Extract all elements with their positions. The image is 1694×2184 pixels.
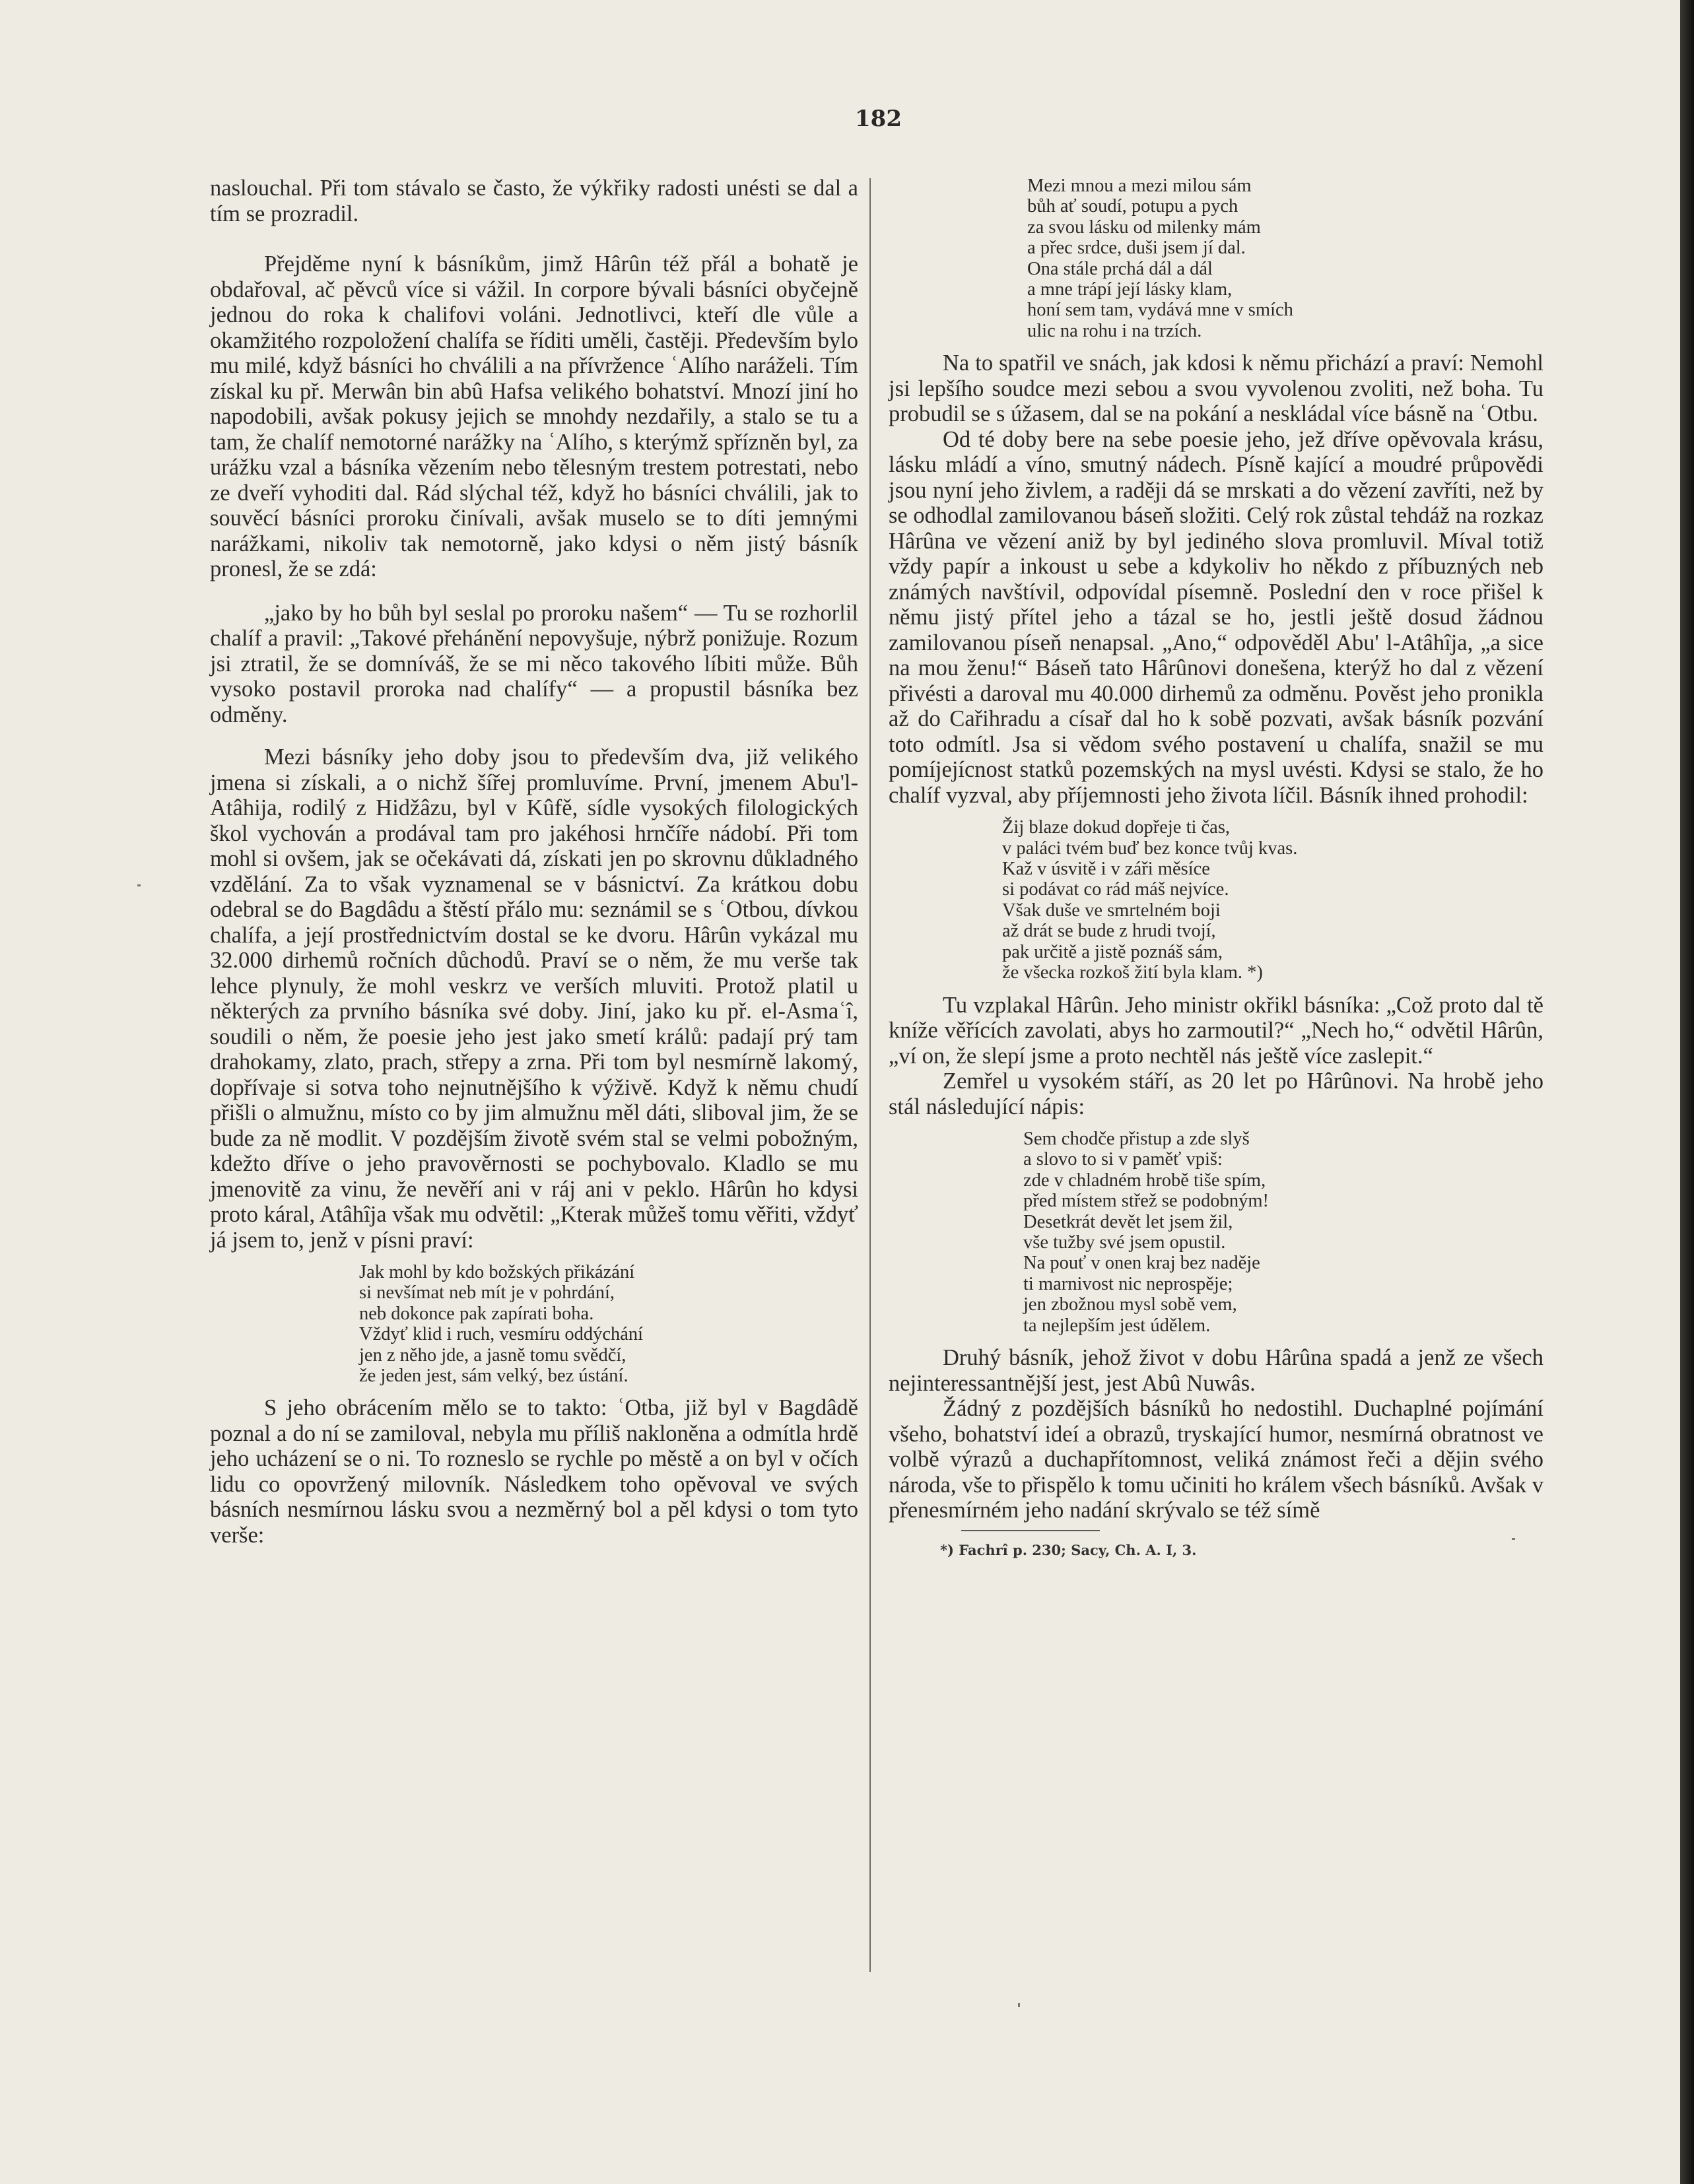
- verse-line: ta nejlepším jest údělem.: [1023, 1315, 1211, 1336]
- verse-line: a slovo to si v paměť vpiš:: [1023, 1149, 1223, 1170]
- verse-line: až drát se bude z hrudi tvojí,: [1002, 921, 1216, 942]
- verse-line: Vždyť klid i ruch, vesmíru oddýchání: [359, 1324, 644, 1345]
- verse-line: vše tužby své jsem opustil.: [1023, 1232, 1226, 1253]
- footnote: *) Fachrî p. 230; Sacy, Ch. A. I, 3.: [940, 1541, 1197, 1558]
- verse-block: [1027, 176, 1543, 341]
- book-edge: [1680, 0, 1694, 2184]
- paragraph: Přejděme nyní k básníkům, jimž Hârûn též přál a bohatě je obdařoval, ač pěvců více si vážil. In corpore bývali básníci obyčejně jednou do roka k chalifovi voláni. Jednotlivci, kteří dle vůle a okamžitého rozpoložení chalífa se říditi uměli, častěji. Především bylo mu milé, když básníci ho chválili a na přívržence ʿAlího naráželi. Tím získal ku př. Merwân bin abû Hafsa velikého bohatství. Mnozí jiní ho napodobili, avšak pokusy jejich se mnohdy nezdařily, a stalo se tu a tam, že chalíf nemotorné narážky na ʿAlího, s kterýmž spřízněn byl, za urážku vzal a básníka vězením nebo tělesným trestem potrestati, nebo ze dveří vyhoditi dal. Rád slýchal též, když ho básníci chválili, jak to souvěcí básníci proroku činívali, avšak muselo se to díti jemnými narážkami, nikoliv tak nemotorně, jako kdysi o něm jistý básník pronesl, že se zdá:: [210, 251, 858, 581]
- paragraph: S jeho obrácením mělo se to takto: ʿOtba, již byl v Bagdâdě poznal a do ní se zamiloval, nebyla mu příliš nakloněna a odmítla hrdě jeho ucházení se o ni. To rozneslo se rychle po městě a on byl v očích lidu co opovržený milovník. Následkem toho opěvoval ve svých básních nesmírnou lásku svou a nezměrný bol a pěl kdysi o tom tyto verše:: [210, 1395, 858, 1548]
- quote-paragraph: „jako by ho bůh byl seslal po proroku našem“ — Tu se rozhorlil chalíf a pravil: „Takové přehánění nepovyšuje, nýbrž ponižuje. Rozum jsi ztratil, že se domníváš, že se mi něco takového líbiti může. Bůh vysoko postavil proroka nad chalífy“ — a propustil básníka bez odměny.: [210, 600, 858, 727]
- verse-line: jen zbožnou mysl sobě vem,: [1023, 1294, 1237, 1315]
- verse-line: ulic na rohu i na trzích.: [1027, 320, 1202, 341]
- column-divider: [869, 178, 871, 1972]
- epitaph-verse-block: [1023, 1129, 1543, 1336]
- verse-line: za svou lásku od milenky mám: [1027, 216, 1261, 238]
- verse-line: a přec srdce, duši jsem jí dal.: [1027, 238, 1246, 259]
- verse-line: Kaž v úsvitě i v záři měsíce: [1002, 859, 1210, 880]
- paragraph: Druhý básník, jehož život v dobu Hârûna spadá a jenž ze všech nejinteressantnější jest, jest Abû Nuwâs.: [889, 1345, 1543, 1396]
- verse-line: si podávat co rád máš nejvíce.: [1002, 879, 1229, 900]
- paragraph: Žádný z pozdějších básníků ho nedostihl. Duchaplné pojímání všeho, bohatství ideí a obrazů, tryskající humor, nesmírná obratnost ve volbě výrazů a duchapřítomnost, veliká známost řeči a dějin svého národa, vše to přispělo k tomu učiniti ho králem všech básníků. Avšak v přenesmírném jeho nadání skrývalo se též símě: [889, 1396, 1544, 1523]
- verse-line: Sem chodče přistup a zde slyš: [1023, 1129, 1250, 1149]
- paragraph: Mezi básníky jeho doby jsou to především dva, již velikého jmena si získali, a o nichž šířej promluvíme. První, jmenem Abu'l-Atâhija, rodilý z Hidžâzu, byl v Kûfě, sídle vysokých filologických škol vychován a prodával tam pro jakéhosi hrnčíře nádobí. Při tom mohl si ovšem, jak se očekávati dá, získati jen po skrovnu důkladného vzdělání. Za to však vyznamenal se v básnictví. Za krátkou dobu odebral se do Bagdâdu a štěstí přálo mu: seznámil se s ʿOtbou, dívkou chalífa, a její prostřednictvím dostal se ke dvoru. Hârûn vykázal mu 32.000 dirhemů ročních důchodů. Praví se o něm, že mu verše tak lehce plynuly, že mohl veskrz ve verších mluviti. Protož platil u některých za prvního básníka své doby. Jiní, jako ku př. el-Asmaʿî, soudili o něm, že poesie jeho jest jako smetí králů: padají prý tam drahokamy, zlato, prach, střepy a zrna. Při tom byl nesmírně lakomý, dopřívaje si sotva toho nejnutnějšího k výživě. Když k němu chudí přišli o almužnu, místo co by jim almužnu měl dáti, sliboval jim, že se bude za ně modlit. V pozdějším životě svém stal se velmi pobožným, kdežto dříve o jeho pravověrnosti se pochybovalo. Kladlo se mu jmenovitě za vinu, že nevěří ani v ráj ani v peklo. Hârûn ho kdysi proto káral, Atâhîja však mu odvětil: „Kterak můžeš tomu věřiti, vždyť já jsem to, jenž v písni praví:: [210, 745, 858, 1253]
- print-speck: [137, 884, 141, 886]
- verse-line: že všecka rozkoš žití byla klam. *): [1002, 962, 1263, 983]
- verse-block: [1002, 817, 1543, 983]
- paragraph: naslouchal. Při tom stávalo se často, že výkřiky radosti unésti se dal a tím se prozradil.: [210, 176, 858, 226]
- verse-line: neb dokonce pak zapírati boha.: [359, 1303, 594, 1324]
- verse-line: Ona stále prchá dál a dál: [1027, 258, 1213, 279]
- verse-line: ti marnivost nic neprospěje;: [1023, 1273, 1233, 1294]
- verse-line: Na pouť v onen kraj bez naděje: [1023, 1253, 1260, 1274]
- verse-line: Desetkrát devět let jsem žil,: [1023, 1211, 1233, 1232]
- verse-line: si nevšímat neb mít je v pohrdání,: [359, 1282, 615, 1304]
- verse-block: [359, 1262, 858, 1386]
- footnote-divider: [961, 1530, 1100, 1531]
- left-column: [210, 176, 858, 1548]
- verse-line: honí sem tam, vydává mne v smích: [1027, 300, 1293, 321]
- paragraph: Zemřel u vysokém stáří, as 20 let po Hârûnovi. Na hrobě jeho stál následující nápis:: [889, 1069, 1543, 1119]
- verse-line: bůh ať soudí, potupu a pych: [1027, 196, 1238, 217]
- verse-line: že jeden jest, sám velký, bez ústání.: [359, 1366, 628, 1387]
- right-column: [889, 176, 1543, 1558]
- paragraph: Na to spatřil ve snách, jak kdosi k němu přichází a praví: Nemohl jsi lepšího soudce mezi sebou a svou vyvolenou zvoliti, než boha. Tu probudil se s úžasem, dal se na pokání a neskládal více básně na ʿOtbu.: [889, 350, 1543, 427]
- verse-line: jen z něho jde, a jasně tomu svědčí,: [359, 1344, 627, 1366]
- verse-line: Jak mohl by kdo božských přikázání: [359, 1262, 635, 1282]
- verse-line: v paláci tvém buď bez konce tvůj kvas.: [1002, 838, 1298, 859]
- print-speck: [1018, 2003, 1020, 2007]
- paragraph: Od té doby bere na sebe poesie jeho, jež dříve opěvovala krásu, lásku mládí a víno, smutný nádech. Písně kající a moudré průpovědi jsou nyní jeho živlem, a raději dá se mrskati a do vězení zavříti, než by se odhodlal zamilovanou báseň složiti. Celý rok zůstal tehdáž na rozkaz Hârûna ve vězení aniž by byl jediného slova promluvil. Míval totiž vždy papír a inkoust u sebe a kdykoliv ho někdo z příbuzných neb známých navštívil, odpovídal písemně. Poslední den v roce přišel k němu jistý přítel jeho a tázal se ho, jestli ještě dosud žádnou zamilovanou píseň nenapsal. „Ano,“ odpověděl Abu' l-Atâhîja, „a sice na mou ženu!“ Báseň tato Hârûnovi donešena, kterýž ho dal z vězení přivésti a daroval mu 40.000 dirhemů za odměnu. Pověst jeho pronikla až do Cařihradu a císař dal ho k sobě pozvati, avšak básník pozvání toto odmítl. Jsa si vědom svého postavení u chalífa, snažil se mu pomíjejícnost statků pozemských na mysl uvésti. Kdysi se stalo, že ho chalíf vyzval, aby příjemnosti jeho života líčil. Básník ihned prohodil:: [889, 426, 1543, 808]
- verse-line: Žij blaze dokud dopřeje ti čas,: [1002, 817, 1231, 838]
- paragraph: Tu vzplakal Hârûn. Jeho ministr okřikl básníka: „Což proto dal tě kníže věřících zavolati, abys ho zarmoutil?“ „Nech ho,“ odvětil Hârûn, „ví on, že slepí jsme a proto nechtěl nás ještě více zaslepit.“: [889, 992, 1543, 1069]
- verse-line: pak určitě a jistě poznáš sám,: [1002, 941, 1223, 962]
- print-speck: [1512, 1538, 1515, 1540]
- verse-line: zde v chladném hrobě tiše spím,: [1023, 1170, 1266, 1191]
- page-number: 182: [855, 106, 902, 132]
- verse-line: před místem střež se podobným!: [1023, 1191, 1270, 1212]
- verse-line: Mezi mnou a mezi milou sám: [1027, 176, 1252, 196]
- verse-line: Však duše ve smrtelném boji: [1002, 900, 1221, 921]
- verse-line: a mne trápí její lásky klam,: [1027, 279, 1233, 300]
